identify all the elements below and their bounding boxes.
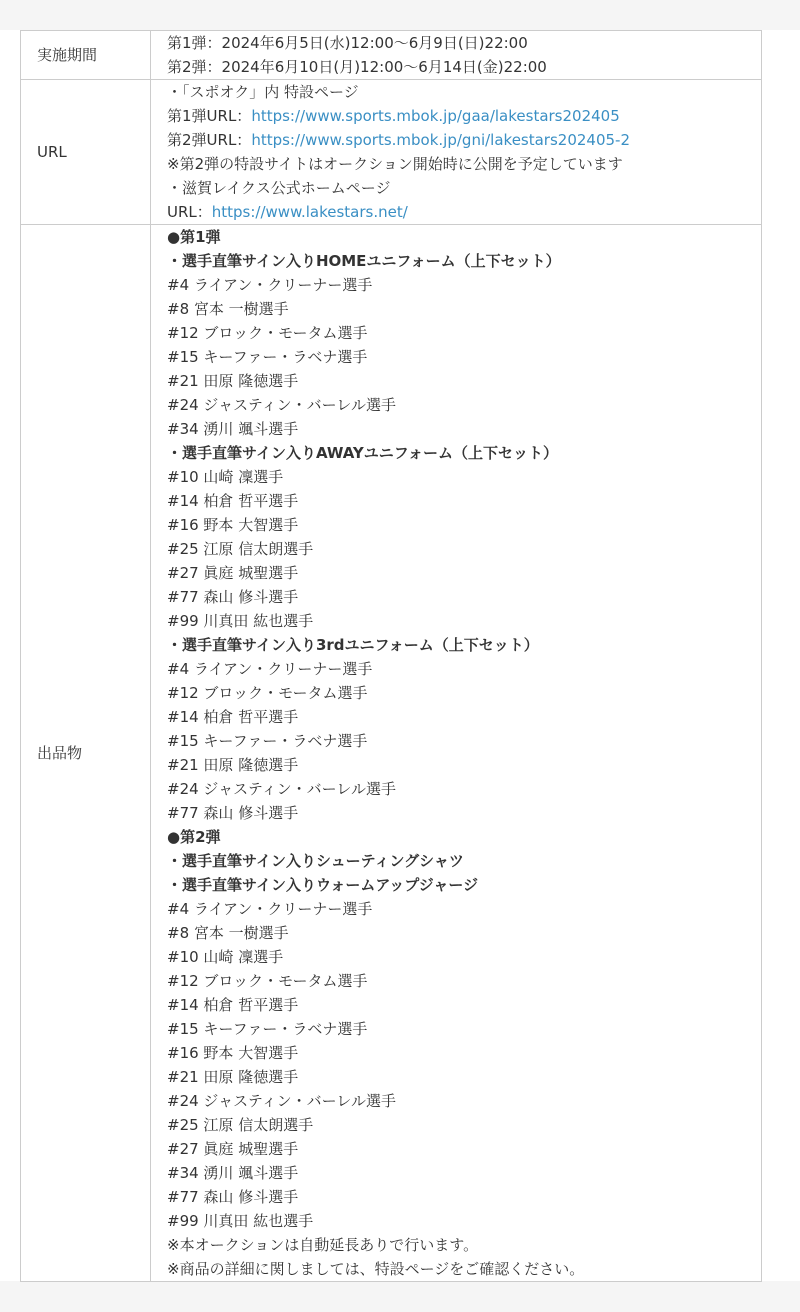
list-item: #15 キーファー・ラベナ選手 (167, 732, 368, 750)
table-row-period (21, 31, 762, 80)
url-official-link[interactable]: https://www.lakestars.net/ (211, 203, 408, 221)
item-heading: ・選手直筆サイン入りAWAYユニフォーム（上下セット） (167, 444, 559, 462)
list-item: #12 ブロック・モータム選手 (167, 972, 368, 990)
list-item: ※本オークションは自動延長ありで行います。 (167, 1236, 479, 1254)
list-item: #16 野本 大智選手 (167, 516, 299, 534)
list-item: #27 眞庭 城聖選手 (167, 1140, 299, 1158)
url-first-prefix: 第1弾URL： (167, 107, 252, 125)
list-item: #14 柏倉 哲平選手 (167, 492, 299, 510)
list-item: #77 森山 修斗選手 (167, 804, 299, 822)
list-item: #14 柏倉 哲平選手 (167, 996, 299, 1014)
period-label: 実施期間 (21, 31, 151, 80)
list-item: #24 ジャスティン・バーレル選手 (167, 396, 396, 414)
url-value (151, 80, 762, 225)
list-item: #4 ライアン・クリーナー選手 (167, 276, 373, 294)
bottom-band (0, 1281, 800, 1312)
url-second-prefix: 第2弾URL： (167, 131, 252, 149)
list-item: #25 江原 信太朗選手 (167, 1116, 314, 1134)
url-note: ※第2弾の特設サイトはオークション開始時に公開を予定しています (167, 155, 623, 173)
list-item: #77 森山 修斗選手 (167, 588, 299, 606)
item-heading: ・選手直筆サイン入りウォームアップジャージ (167, 876, 479, 894)
url-line-official (167, 200, 751, 224)
list-item: #14 柏倉 哲平選手 (167, 708, 299, 726)
list-item: #24 ジャスティン・バーレル選手 (167, 1092, 396, 1110)
list-item: ※商品の詳細に関しましては、特設ページをご確認ください。 (167, 1260, 585, 1278)
list-item: #12 ブロック・モータム選手 (167, 324, 368, 342)
list-item: #21 田原 隆徳選手 (167, 1068, 299, 1086)
list-item: #21 田原 隆徳選手 (167, 372, 299, 390)
table-row-items (21, 225, 762, 1282)
url-heading-official: ・滋賀レイクス公式ホームページ (167, 179, 391, 197)
items-value (151, 225, 762, 1282)
table-row-url (21, 80, 762, 225)
list-item: #25 江原 信太朗選手 (167, 540, 314, 558)
list-item: #34 湧川 颯斗選手 (167, 1164, 299, 1182)
list-item: #15 キーファー・ラベナ選手 (167, 1020, 368, 1038)
period-value (151, 31, 762, 80)
items-label: 出品物 (21, 225, 151, 1282)
list-item: #34 湧川 颯斗選手 (167, 420, 299, 438)
url-second-link[interactable]: https://www.sports.mbok.jp/gni/lakestars202405-2 (251, 131, 631, 149)
list-item: #27 眞庭 城聖選手 (167, 564, 299, 582)
url-line-first (167, 104, 751, 128)
url-official-prefix: URL： (167, 203, 212, 221)
list-item: #8 宮本 一樹選手 (167, 300, 289, 318)
list-item: #10 山崎 凜選手 (167, 948, 284, 966)
item-heading: ●第2弾 (167, 828, 221, 846)
list-item: #15 キーファー・ラベナ選手 (167, 348, 368, 366)
list-item: #99 川真田 紘也選手 (167, 612, 314, 630)
list-item: #24 ジャスティン・バーレル選手 (167, 780, 396, 798)
url-first-link[interactable]: https://www.sports.mbok.jp/gaa/lakestars202405 (251, 107, 620, 125)
item-heading: ●第1弾 (167, 228, 221, 246)
list-item: #12 ブロック・モータム選手 (167, 684, 368, 702)
url-label: URL (21, 80, 151, 225)
list-item: #10 山崎 凜選手 (167, 468, 284, 486)
top-band (0, 0, 800, 30)
period-line-1: 第1弾：2024年6月5日(水)12:00〜6月9日(日)22:00 (167, 34, 528, 52)
list-item: #8 宮本 一樹選手 (167, 924, 289, 942)
period-line-2: 第2弾：2024年6月10日(月)12:00〜6月14日(金)22:00 (167, 58, 547, 76)
url-line-second (167, 128, 751, 152)
list-item: #16 野本 大智選手 (167, 1044, 299, 1062)
item-heading: ・選手直筆サイン入りHOMEユニフォーム（上下セット） (167, 252, 561, 270)
list-item: #21 田原 隆徳選手 (167, 756, 299, 774)
url-heading-sports: ・「スポオク」内 特設ページ (167, 83, 359, 101)
list-item: #4 ライアン・クリーナー選手 (167, 900, 373, 918)
item-heading: ・選手直筆サイン入りシューティングシャツ (167, 852, 464, 870)
list-item: #99 川真田 紘也選手 (167, 1212, 314, 1230)
list-item: #4 ライアン・クリーナー選手 (167, 660, 373, 678)
list-item: #77 森山 修斗選手 (167, 1188, 299, 1206)
item-heading: ・選手直筆サイン入り3rdユニフォーム（上下セット） (167, 636, 539, 654)
auction-info-table (20, 30, 762, 1282)
